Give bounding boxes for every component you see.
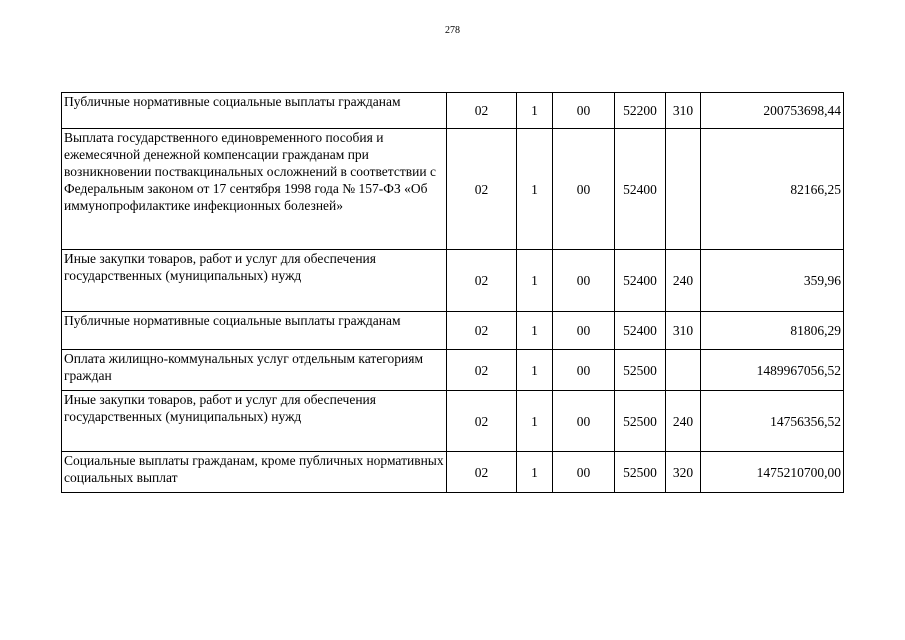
row-program-code: 1 xyxy=(517,93,553,129)
row-direction-code: 52400 xyxy=(615,250,666,312)
budget-table xyxy=(61,92,844,493)
row-description: Иные закупки товаров, работ и услуг для обеспечения государственных (муниципальных) нужд xyxy=(62,391,447,452)
row-section-code: 02 xyxy=(447,452,517,493)
row-amount: 359,96 xyxy=(701,250,844,312)
table-row xyxy=(62,391,844,452)
row-subprogram-code: 00 xyxy=(553,250,615,312)
row-description: Оплата жилищно-коммунальных услуг отдельным категориям граждан xyxy=(62,350,447,391)
row-direction-code: 52500 xyxy=(615,452,666,493)
row-amount: 14756356,52 xyxy=(701,391,844,452)
row-description: Публичные нормативные социальные выплаты гражданам xyxy=(62,312,447,350)
row-expense-type-code xyxy=(666,129,701,250)
row-direction-code: 52400 xyxy=(615,312,666,350)
row-expense-type-code: 320 xyxy=(666,452,701,493)
row-direction-code: 52400 xyxy=(615,129,666,250)
row-expense-type-code: 310 xyxy=(666,93,701,129)
row-section-code: 02 xyxy=(447,391,517,452)
row-direction-code: 52200 xyxy=(615,93,666,129)
row-program-code: 1 xyxy=(517,129,553,250)
row-description: Социальные выплаты гражданам, кроме публичных нормативных социальных выплат xyxy=(62,452,447,493)
table-row xyxy=(62,93,844,129)
row-direction-code: 52500 xyxy=(615,350,666,391)
row-subprogram-code: 00 xyxy=(553,452,615,493)
row-amount: 81806,29 xyxy=(701,312,844,350)
row-section-code: 02 xyxy=(447,312,517,350)
row-description: Публичные нормативные социальные выплаты гражданам xyxy=(62,93,447,129)
row-program-code: 1 xyxy=(517,391,553,452)
row-expense-type-code: 310 xyxy=(666,312,701,350)
row-expense-type-code xyxy=(666,350,701,391)
row-program-code: 1 xyxy=(517,312,553,350)
row-amount: 1489967056,52 xyxy=(701,350,844,391)
row-description: Выплата государственного единовременного пособия и ежемесячной денежной компенсации гражданам при возникновении поствакцинальных осложнений в соответствии с Федеральным законом от 17 сентября 1998 года № 157-ФЗ «Об иммунопрофилактике инфекционных болезней» xyxy=(62,129,447,250)
row-subprogram-code: 00 xyxy=(553,93,615,129)
row-section-code: 02 xyxy=(447,350,517,391)
row-expense-type-code: 240 xyxy=(666,391,701,452)
row-subprogram-code: 00 xyxy=(553,350,615,391)
table-row xyxy=(62,312,844,350)
row-subprogram-code: 00 xyxy=(553,391,615,452)
row-description: Иные закупки товаров, работ и услуг для обеспечения государственных (муниципальных) нужд xyxy=(62,250,447,312)
page-number: 278 xyxy=(445,25,460,36)
row-section-code: 02 xyxy=(447,250,517,312)
table-row xyxy=(62,129,844,250)
row-direction-code: 52500 xyxy=(615,391,666,452)
row-amount: 1475210700,00 xyxy=(701,452,844,493)
row-subprogram-code: 00 xyxy=(553,129,615,250)
row-section-code: 02 xyxy=(447,129,517,250)
row-program-code: 1 xyxy=(517,452,553,493)
row-amount: 82166,25 xyxy=(701,129,844,250)
row-program-code: 1 xyxy=(517,350,553,391)
table-row xyxy=(62,452,844,493)
row-expense-type-code: 240 xyxy=(666,250,701,312)
row-amount: 200753698,44 xyxy=(701,93,844,129)
row-section-code: 02 xyxy=(447,93,517,129)
row-subprogram-code: 00 xyxy=(553,312,615,350)
table-row xyxy=(62,250,844,312)
table-row xyxy=(62,350,844,391)
row-program-code: 1 xyxy=(517,250,553,312)
